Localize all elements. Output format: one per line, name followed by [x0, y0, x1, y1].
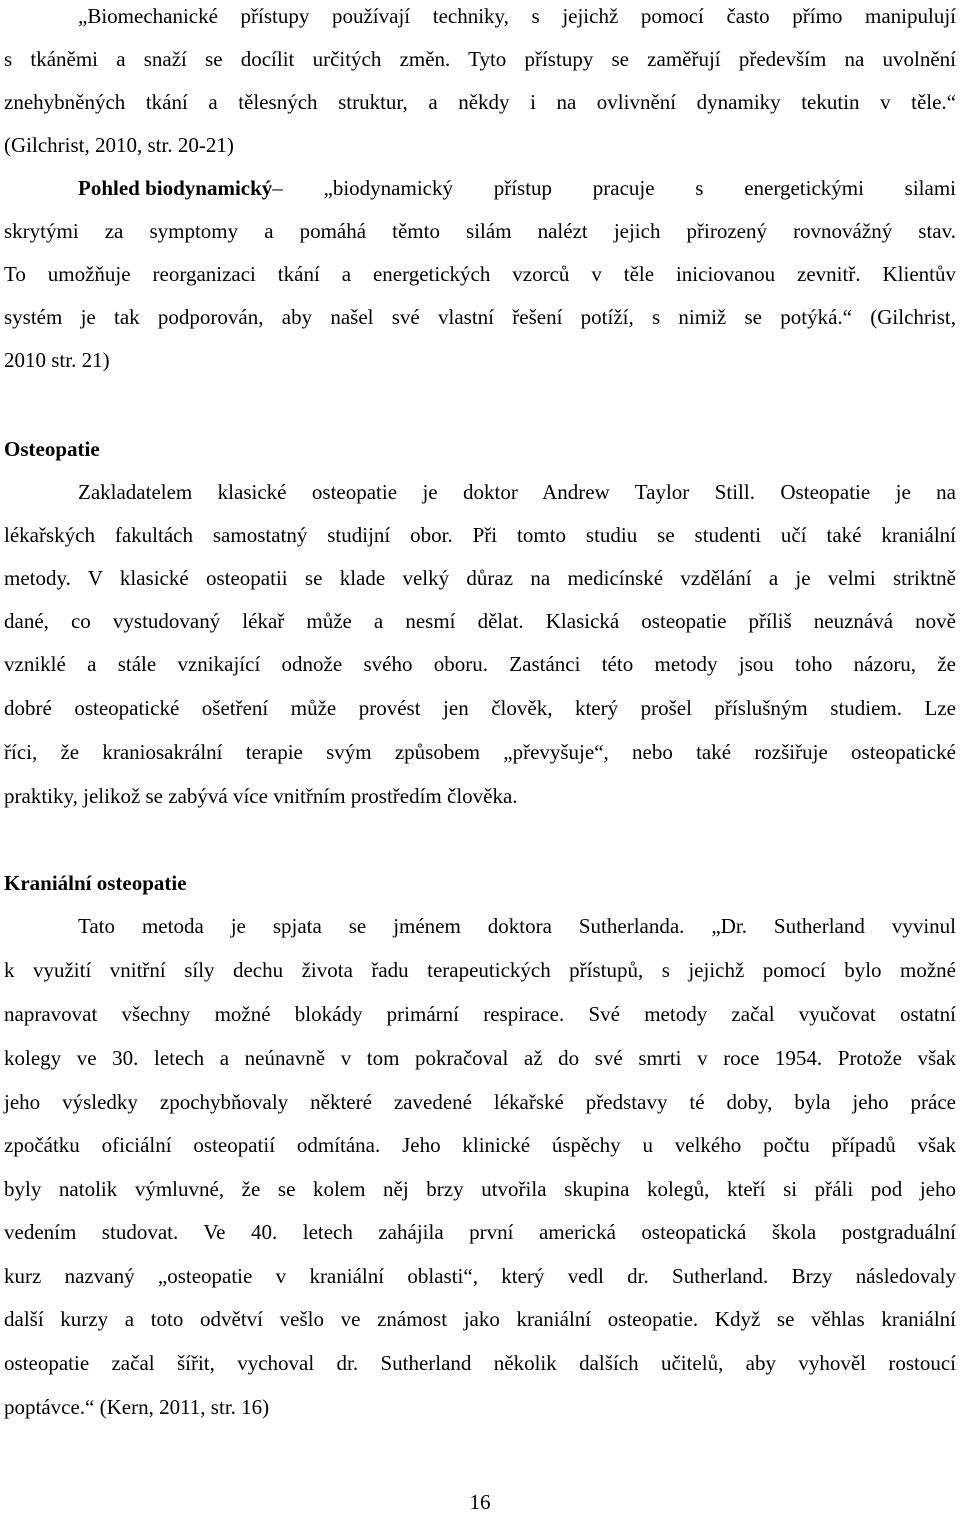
paragraph-1-line: s tkáněmi a snaží se docílit určitých změn. Tyto přístupy se zaměřují především na uvolnění	[4, 47, 956, 71]
osteopatie-line: dobré osteopatické ošetření může provést jen člověk, který prošel příslušným studiem. Lze	[4, 696, 956, 720]
kranialni-line: k využití vnitřní síly dechu života řadu terapeutických přístupů, s jejichž pomocí bylo možné	[4, 958, 956, 982]
paragraph-2-line: systém je tak podporován, aby našel své vlastní řešení potíží, s nimiž se potýká.“ (Gilchrist,	[4, 305, 956, 329]
section-heading-osteopatie: Osteopatie	[4, 437, 100, 461]
paragraph-2-line: skrytými za symptomy a pomáhá těmto silám nalézt jejich přirozený rovnovážný stav.	[4, 219, 956, 243]
section-heading-kranialni-osteopatie: Kraniální osteopatie	[4, 871, 187, 895]
kranialni-line: jeho výsledky zpochybňovaly některé zavedené lékařské představy té doby, byla jeho práce	[4, 1090, 956, 1114]
kranialni-line: kolegy ve 30. letech a neúnavně v tom pokračoval až do své smrti v roce 1954. Protože však	[4, 1046, 956, 1070]
paragraph-2-line: 2010 str. 21)	[4, 348, 110, 372]
osteopatie-line: praktiky, jelikož se zabývá více vnitřním prostředím člověka.	[4, 784, 518, 808]
kranialni-line: osteopatie začal šířit, vychoval dr. Sutherland několik dalších učitelů, aby vyhověl rostoucí	[4, 1351, 956, 1375]
paragraph-1-line: „Biomechanické přístupy používají techniky, s jejichž pomocí často přímo manipulují	[78, 4, 956, 28]
kranialni-line: byly natolik výmluvné, že se kolem něj brzy utvořila skupina kolegů, kteří si přáli pod jeho	[4, 1177, 956, 1201]
osteopatie-line: dané, co vystudovaný lékař může a nesmí dělat. Klasická osteopatie příliš neuznává nově	[4, 609, 956, 633]
osteopatie-line: Zakladatelem klasické osteopatie je doktor Andrew Taylor Still. Osteopatie je na	[78, 480, 956, 504]
kranialni-line: Tato metoda je spjata se jménem doktora Sutherlanda. „Dr. Sutherland vyvinul	[78, 914, 956, 938]
osteopatie-line: metody. V klasické osteopatii se klade velký důraz na medicínské vzdělání a je velmi striktně	[4, 566, 956, 590]
kranialni-line: další kurzy a toto odvětví vešlo ve známost jako kraniální osteopatie. Když se věhlas kraniální	[4, 1307, 956, 1331]
osteopatie-line: vzniklé a stále vznikající odnože svého oboru. Zastánci této metody jsou toho názoru, že	[4, 652, 956, 676]
osteopatie-line: říci, že kraniosakrální terapie svým způsobem „převyšuje“, nebo také rozšiřuje osteopatické	[4, 740, 956, 764]
kranialni-line: zpočátku oficiální osteopatií odmítána. Jeho klinické úspěchy u velkého počtu případů však	[4, 1133, 956, 1157]
paragraph-2-line: To umožňuje reorganizaci tkání a energetických vzorců v těle iniciovanou zevnitř. Klientův	[4, 262, 956, 286]
paragraph-2-line: – „biodynamický přístup pracuje s energetickými silami	[272, 176, 956, 200]
paragraph-1-line: (Gilchrist, 2010, str. 20-21)	[4, 133, 234, 157]
kranialni-line: kurz nazvaný „osteopatie v kraniální oblasti“, který vedl dr. Sutherland. Brzy následovaly	[4, 1264, 956, 1288]
page-number: 16	[469, 1490, 491, 1514]
paragraph-2-lead: Pohled biodynamický	[78, 176, 273, 200]
kranialni-line: vedením studovat. Ve 40. letech zahájila první americká osteopatická škola postgraduální	[4, 1220, 956, 1244]
osteopatie-line: lékařských fakultách samostatný studijní obor. Při tomto studiu se studenti učí také kraniální	[4, 523, 956, 547]
kranialni-line: napravovat všechny možné blokády primární respirace. Své metody začal vyučovat ostatní	[4, 1002, 956, 1026]
paragraph-2-first-line	[4, 176, 956, 200]
kranialni-line: poptávce.“ (Kern, 2011, str. 16)	[4, 1395, 270, 1419]
paragraph-1-line: znehybněných tkání a tělesných struktur, a někdy i na ovlivnění dynamiky tekutin v těle.“	[4, 90, 956, 114]
